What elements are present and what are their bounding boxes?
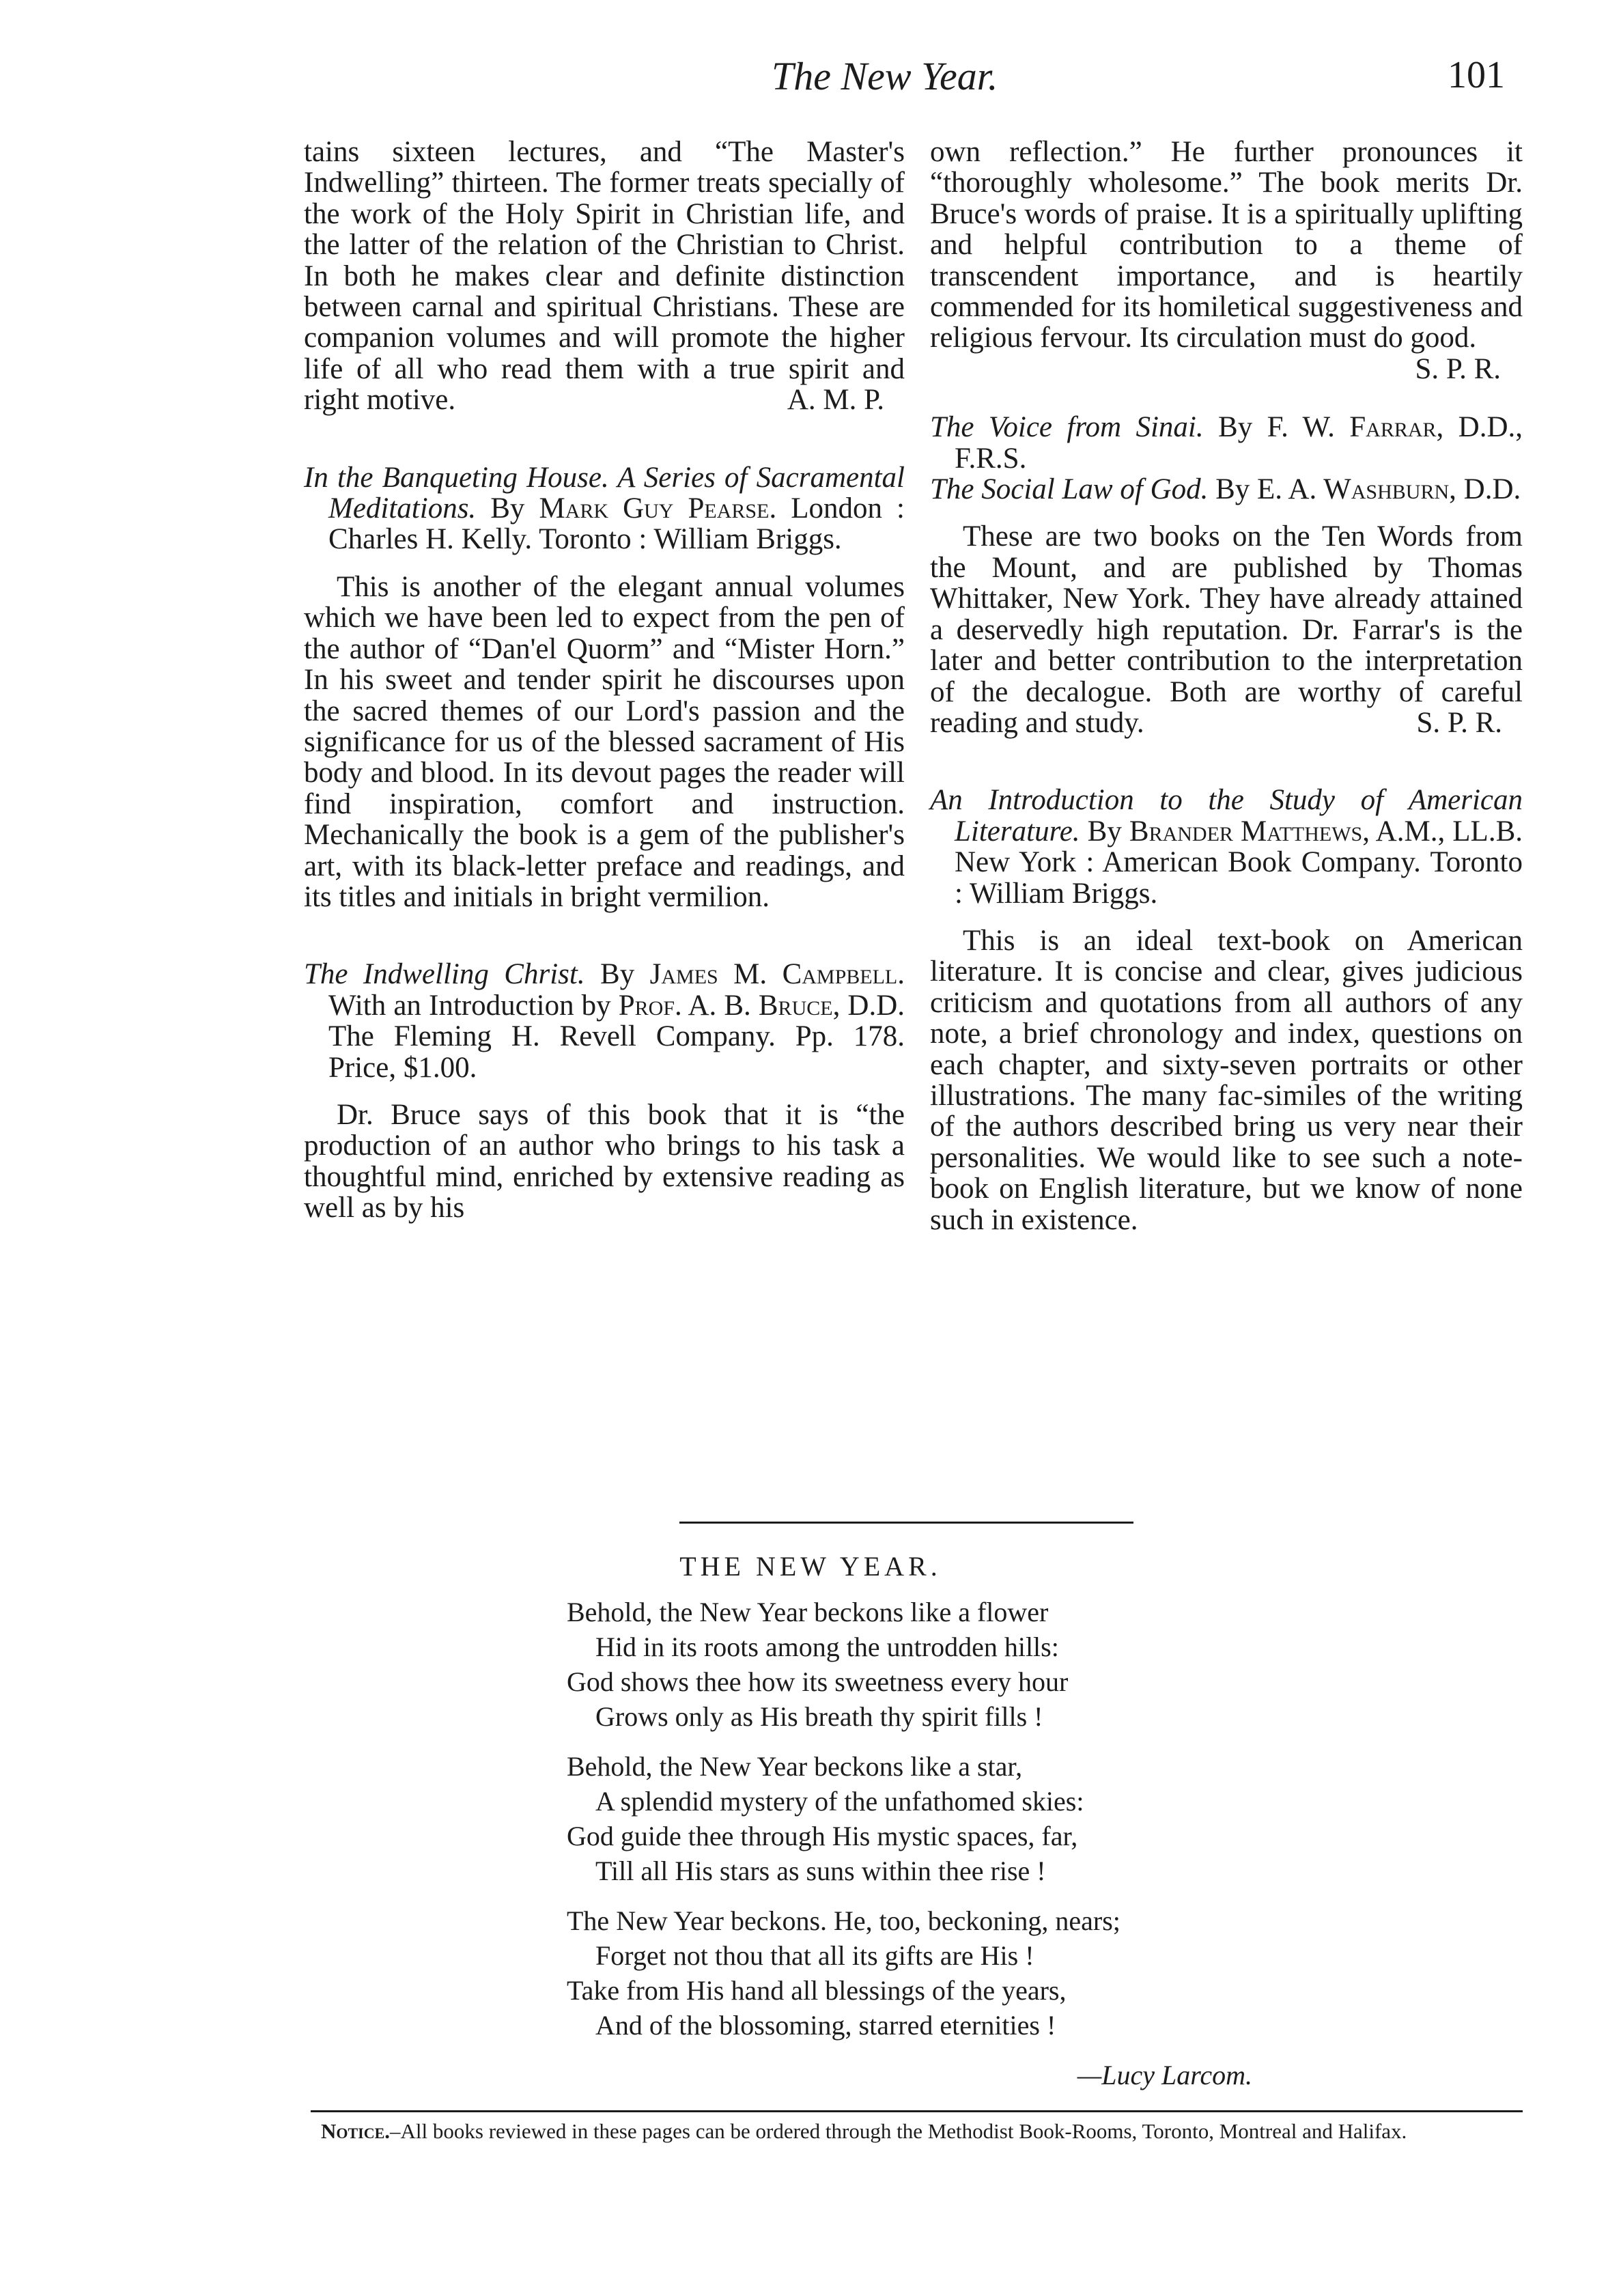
footer-rule xyxy=(311,2110,1523,2112)
page-number: 101 xyxy=(1448,54,1505,96)
poem-line: God guide thee through His mystic spaces, far, xyxy=(567,1821,1078,1851)
poem-stanza xyxy=(567,1749,1277,1888)
reviewer-signature: A. M. P. xyxy=(787,384,884,417)
book-title: An Introduction to the Study of American Literature. xyxy=(930,784,1523,848)
book-author: Mark Guy Pearse. xyxy=(539,492,777,525)
book-publisher: New York : American Book Company. Toronto : William Briggs. xyxy=(955,846,1523,910)
poem-author: —Lucy Larcom. xyxy=(1077,2060,1252,2090)
poem-line: Till all His stars as suns within thee rise ! xyxy=(595,1856,1046,1886)
book-author: James M. Campbell. xyxy=(649,958,905,991)
book-publisher: The Fleming H. Revell Company. Pp. 178. Price, $1.00. xyxy=(328,1020,905,1084)
review-heading-american-literature: An Introduction to the Study of American Literature. By Brander Matthews, A.M., LL.B. New York : American Book Company. Toronto : William Briggs. xyxy=(930,784,1523,910)
review-heading-social-law-of-god: The Social Law of God. By E. A. Washburn, D.D. xyxy=(930,473,1521,506)
reviewer-signature: S. P. R. xyxy=(1416,706,1502,739)
review-body-american-literature: This is an ideal text-book on American literature. It is concise and clear, gives judicious criticism and quotations from all authors of any note, a brief chronology and index, questions on each chapter, and sixty-seven portraits or other illustrations. The many fac-similes of the writing of the authors described bring us very near their personalities. We would like to see such a note-book on English literature, but we know of none such in existence. xyxy=(930,924,1523,1236)
running-head: The New Year. xyxy=(772,54,998,98)
poem-line: Behold, the New Year beckons like a flower xyxy=(567,1597,1049,1627)
poem-title: THE NEW YEAR. xyxy=(679,1551,942,1582)
poem-line: Take from His hand all blessings of the years, xyxy=(567,1975,1067,2006)
poem-line: Grows only as His breath thy spirit fills ! xyxy=(595,1701,1043,1732)
poem-line: A splendid mystery of the unfathomed skies: xyxy=(595,1786,1084,1817)
book-author: E. A. Washburn, D.D. xyxy=(1257,473,1521,506)
footer-notice xyxy=(321,2119,1530,2144)
book-author: Brander Matthews, A.M., LL.B. xyxy=(1129,815,1523,848)
notice-label: Notice. xyxy=(321,2119,391,2143)
reviewer-signature-row xyxy=(930,354,1523,384)
poem-stanza xyxy=(567,1595,1277,1734)
continued-review-text: tains sixteen lectures, and “The Master's Indwelling” thirteen. The former treats specially of the work of the Holy Spirit in Christian life, and the latter of the relation of the Christian to Christ. In both he makes clear and definite distinction between carnal and spiritual Christians. These are companion volumes and will promote the higher life of all who read them with a true spirit and right motive. A. M. P. xyxy=(304,136,905,417)
poem-stanza xyxy=(567,1903,1277,2043)
book-title: The Social Law of God. xyxy=(930,473,1209,506)
review-body-banqueting-house: This is another of the elegant annual volumes which we have been led to expect from the pen of the author of “Dan'el Quorm” and “Mister Horn.” In his sweet and tender spirit he discourses upon the sacred themes of our Lord's passion and the significance for us of the blessed sacrament of His body and blood. In its devout pages the reader will find inspiration, comfort and instruction. Mechanically the book is a gem of the publisher's art, with its black-letter preface and readings, and its titles and initials in bright vermilion. xyxy=(304,570,905,913)
continued-review-text: own reflection.” He further pronounces it “thoroughly wholesome.” The book merits Dr. Bruce's words of praise. It is a spiritually uplifting and helpful contribution to a theme of transcendent importance, and is heartily commended for its homiletical suggestiveness and religious fervour. Its circulation must do good. xyxy=(930,136,1523,354)
poem-line: Hid in its roots among the untrodden hills: xyxy=(595,1632,1059,1662)
review-body-decalogue-books: These are two books on the Ten Words from the Mount, and are published by Thomas Whittaker, New York. They have already attained a deservedly high reputation. Dr. Farrar's is the later and better contribution to the interpretation of the decalogue. Both are worthy of careful reading and study. S. P. R. xyxy=(930,520,1523,739)
review-heading-voice-from-sinai: The Voice from Sinai. By F. W. Farrar, D.D., F.R.S. xyxy=(930,411,1523,475)
poem-line: God shows thee how its sweetness every hour xyxy=(567,1666,1069,1697)
book-author: F. W. Farrar, D.D., F.R.S. xyxy=(955,411,1523,475)
review-heading-banqueting-house: In the Banqueting House. A Series of Sacramental Meditations. By Mark Guy Pearse. London : Charles H. Kelly. Toronto : William Briggs. xyxy=(304,461,905,556)
review-heading-indwelling-christ: The Indwelling Christ. By James M. Campbell. With an Introduction by Prof. A. B. Bruce, D.D. The Fleming H. Revell Company. Pp. 178. Price, $1.00. xyxy=(304,958,905,1084)
book-title: The Indwelling Christ. xyxy=(304,958,585,991)
notice-text: –All books reviewed in these pages can be ordered through the Methodist Book-Rooms, Toronto, Montreal and Halifax. xyxy=(390,2119,1407,2143)
left-column xyxy=(304,137,905,1224)
poem-line: Forget not thou that all its gifts are His ! xyxy=(595,1940,1034,1971)
intro-author: Prof. A. B. Bruce, D.D. xyxy=(618,989,905,1022)
book-publisher: London : Charles H. Kelly. Toronto : William Briggs. xyxy=(328,492,905,556)
poem-line: Behold, the New Year beckons like a star, xyxy=(567,1751,1023,1782)
poem-line: The New Year beckons. He, too, beckoning, nears; xyxy=(567,1905,1120,1936)
reviewer-signature: S. P. R. xyxy=(1415,352,1501,385)
poem xyxy=(567,1595,1277,2092)
review-body-indwelling-christ: Dr. Bruce says of this book that it is “the production of an author who brings to his task a thoughtful mind, enriched by extensive reading as well as by his xyxy=(304,1098,905,1224)
right-column xyxy=(930,137,1523,1235)
book-title: The Voice from Sinai. xyxy=(930,411,1204,444)
poem-line: And of the blossoming, starred eternities ! xyxy=(595,2010,1056,2041)
section-divider xyxy=(679,1522,1133,1524)
book-title: In the Banqueting House. A Series of Sacramental Meditations. xyxy=(304,461,905,525)
